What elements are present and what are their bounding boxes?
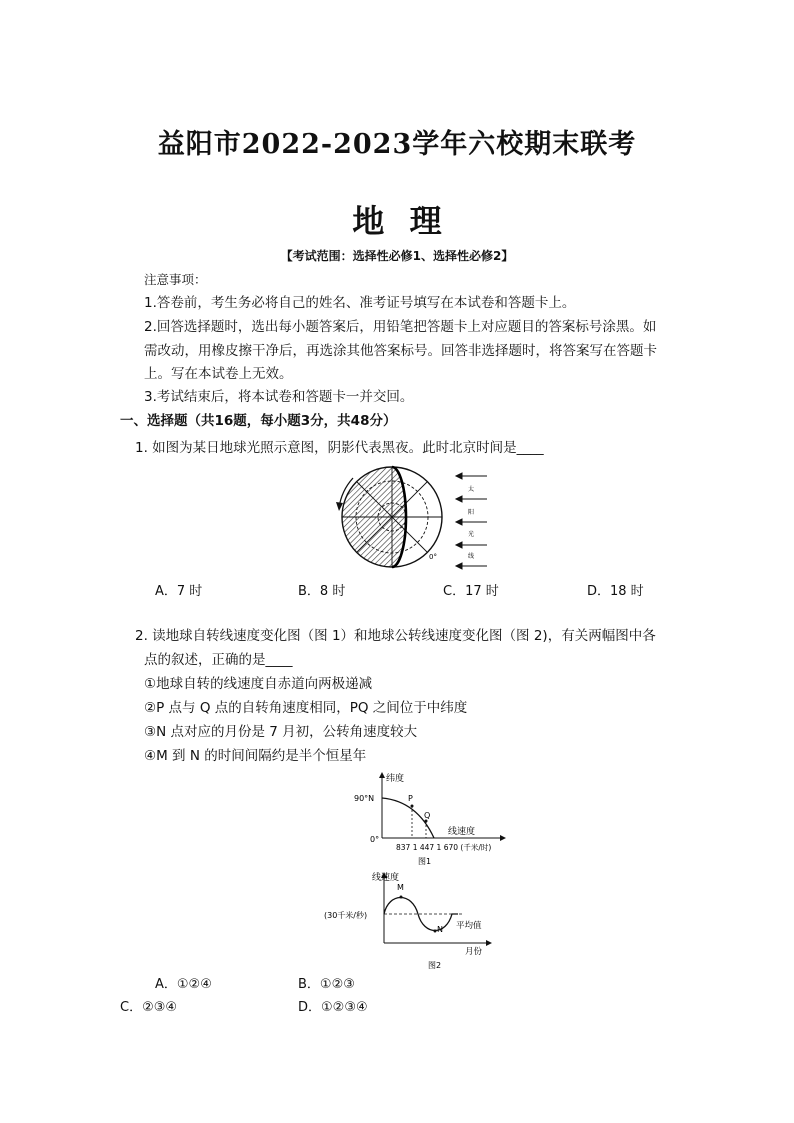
q1-option-b[interactable]: B．8 时 [298, 584, 346, 599]
q2-option-c[interactable]: C．②③④ [120, 1000, 178, 1015]
q1-option-c[interactable]: C．17 时 [443, 584, 499, 599]
fig2-caption: 图2 [428, 961, 442, 970]
q1-option-a[interactable]: A．7 时 [155, 584, 203, 599]
fig2-point-m: M [397, 883, 404, 892]
question-2-stem: 2. 读地球自转线速度变化图（图 1）和地球公转线速度变化图（图 2)，有关两幅图中各 [135, 628, 656, 644]
note-line: 1.答卷前，考生务必将自己的姓名、准考证号填写在本试卷和答题卡上。 [144, 295, 576, 311]
note-line: 2.回答选择题时，选出每小题答案后，用铅笔把答题卡上对应题目的答案标号涂黑。如 [144, 319, 657, 335]
subject-char: 理 [409, 202, 442, 240]
statement-3: ③N 点对应的月份是 7 月初，公转角速度较大 [144, 724, 418, 740]
fig2-point-n: N [437, 925, 443, 934]
fig1-point-p: P [408, 794, 413, 803]
q2-option-a[interactable]: A．①②④ [155, 977, 212, 992]
note-line: 上。写在本试卷上无效。 [144, 366, 293, 382]
fig1-caption: 图1 [418, 857, 432, 866]
statement-2: ②P 点与 Q 点的自转角速度相同，PQ 之间位于中纬度 [144, 700, 468, 716]
fig1-y-zero: 0° [370, 835, 380, 844]
section-heading: 一、选择题（共16题，每小题3分，共48分） [120, 413, 397, 429]
sunlight-label-char: 光 [468, 531, 475, 538]
fig2-xlabel: 月份 [465, 947, 483, 957]
note-line: 需改动，用橡皮擦干净后，再选涂其他答案标号。回答非选择题时，将答案写在答题卡 [144, 343, 657, 359]
fig2-y-level: (30千米/秒) [324, 911, 368, 920]
subject-title [0, 196, 794, 242]
fig1-rotation-velocity-chart [352, 768, 512, 868]
note-line: 3.考试结束后，将本试卷和答题卡一并交回。 [144, 389, 414, 405]
exam-scope: 【考试范围：选择性必修1、选择性必修2】 [280, 249, 514, 263]
notes-heading: 注意事项： [144, 272, 207, 287]
q1-option-d[interactable]: D．18 时 [587, 584, 644, 599]
question-2-stem-cont: 点的叙述，正确的是____ [144, 652, 293, 668]
q1-illumination-figure [335, 462, 495, 572]
fig1-xlabel: 线速度 [448, 827, 476, 837]
fig1-point-q: Q [424, 811, 431, 820]
q2-option-b[interactable]: B．①②③ [298, 977, 355, 992]
subject-char: 地 [352, 202, 385, 240]
fig2-average-label: 平均值 [456, 921, 482, 931]
fig1-ylabel: 纬度 [386, 774, 405, 784]
fig1-y-top: 90°N [354, 794, 375, 803]
question-1-stem: 1. 如图为某日地球光照示意图，阴影代表黑夜。此时北京时间是____ [135, 440, 544, 456]
sunlight-label-char: 太 [468, 486, 475, 493]
fig2-revolution-velocity-chart [322, 868, 502, 972]
statement-1: ①地球自转的线速度自赤道向两极递减 [144, 676, 373, 692]
meridian-label: 0° [429, 553, 437, 561]
sunlight-label-char: 阳 [468, 509, 475, 516]
fig2-ylabel: 线速度 [372, 873, 400, 883]
statement-4: ④M 到 N 的时间间隔约是半个恒星年 [144, 748, 367, 764]
sunlight-label-char: 线 [468, 553, 475, 560]
fig1-x-ticks: 837 1 447 1 670 (千米/时) [396, 843, 492, 852]
q2-option-d[interactable]: D．①②③④ [298, 1000, 368, 1015]
paper-title: 益阳市2022-2023学年六校期末联考 [157, 129, 637, 160]
